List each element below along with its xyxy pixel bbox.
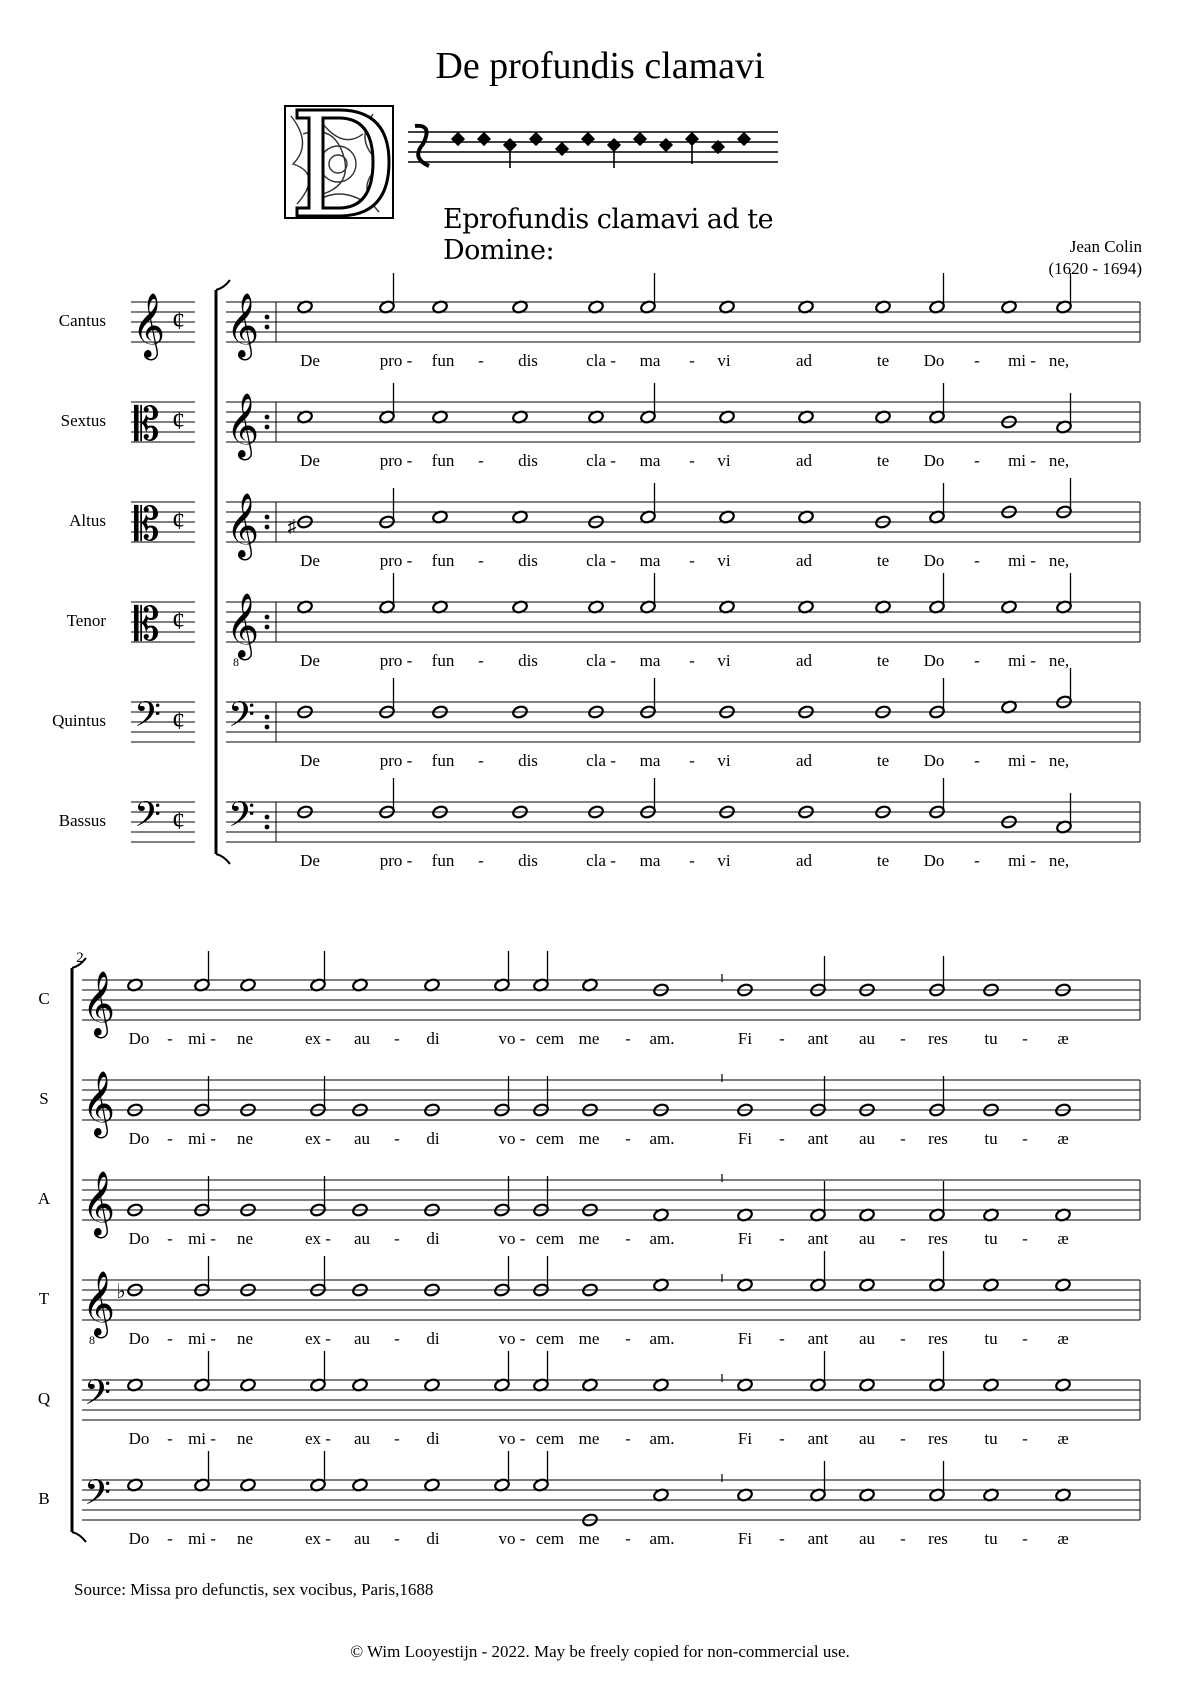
- lyric-syllable: dis: [518, 751, 538, 770]
- lyric-syllable: ant: [807, 1329, 829, 1348]
- dot: [265, 625, 270, 630]
- lyric-syllable: am.: [649, 1029, 675, 1048]
- lyric-syllable: mi -: [1008, 651, 1036, 670]
- treble-clef-icon: 𝄞: [82, 1173, 116, 1235]
- lyric-syllable: res: [928, 1129, 948, 1148]
- lyric-syllable: te: [876, 751, 890, 770]
- lyric-syllable: Do: [923, 851, 945, 870]
- lyric-syllable: æ: [1057, 1229, 1069, 1248]
- lyric-syllable: au: [353, 1529, 371, 1548]
- lyric-syllable: pro -: [379, 651, 413, 670]
- octave-eight: 8: [89, 1333, 95, 1347]
- lyric-syllable: fun: [431, 451, 455, 470]
- dot: [265, 815, 270, 820]
- lyric-syllable: -: [625, 1429, 631, 1448]
- lyric-syllable: -: [1022, 1029, 1028, 1048]
- dot: [265, 525, 270, 530]
- treble-clef-icon: 𝄞: [226, 295, 260, 357]
- lyric-syllable: ant: [807, 1529, 829, 1548]
- lyric-syllable: -: [167, 1229, 173, 1248]
- lyric-syllable: au: [858, 1129, 876, 1148]
- lyric-syllable: Do: [923, 451, 945, 470]
- lyric-syllable: tu: [984, 1429, 998, 1448]
- lyric-syllable: mi -: [1008, 451, 1036, 470]
- lyric-syllable: -: [625, 1029, 631, 1048]
- lyric-syllable: -: [394, 1129, 400, 1148]
- lyric-syllable: res: [928, 1029, 948, 1048]
- lyric-syllable: mi -: [1008, 351, 1036, 370]
- lyric-syllable: me: [578, 1029, 600, 1048]
- lyric-syllable: -: [689, 751, 695, 770]
- lyric-syllable: mi -: [1008, 551, 1036, 570]
- lyric-syllable: -: [394, 1429, 400, 1448]
- lyric-syllable: au: [353, 1429, 371, 1448]
- lyric-syllable: cla -: [586, 551, 616, 570]
- lyric-syllable: cla -: [586, 451, 616, 470]
- lyric-syllable: ne,: [1048, 451, 1070, 470]
- lyric-syllable: Do: [923, 351, 945, 370]
- lyric-syllable: De: [300, 551, 320, 570]
- lyric-syllable: ne: [236, 1529, 254, 1548]
- lyric-syllable: -: [394, 1329, 400, 1348]
- lyric-syllable: ne,: [1048, 851, 1070, 870]
- lyric-syllable: me: [578, 1129, 600, 1148]
- dot: [265, 825, 270, 830]
- lyric-syllable: ex -: [305, 1229, 331, 1248]
- lyric-syllable: vi: [717, 651, 731, 670]
- lyric-syllable: æ: [1057, 1129, 1069, 1148]
- lyric-syllable: -: [625, 1529, 631, 1548]
- lyric-syllable: Fi: [737, 1129, 753, 1148]
- system2-bracket-bottom: [72, 1532, 86, 1542]
- lyric-syllable: Fi: [737, 1229, 753, 1248]
- lyric-syllable: cem: [535, 1129, 565, 1148]
- treble-clef-icon: 𝄞: [82, 1073, 116, 1135]
- lyric-syllable: tu: [984, 1329, 998, 1348]
- lyric-syllable: -: [478, 851, 484, 870]
- cut-time-icon: ¢: [172, 606, 185, 635]
- lyric-syllable: -: [900, 1529, 906, 1548]
- lyric-syllable: au: [353, 1129, 371, 1148]
- lyric-syllable: -: [974, 751, 980, 770]
- dot: [265, 715, 270, 720]
- lyric-syllable: am.: [649, 1429, 675, 1448]
- lyric-syllable: vi: [717, 851, 731, 870]
- lyric-syllable: Do: [923, 551, 945, 570]
- lyric-syllable: mi -: [188, 1429, 216, 1448]
- lyric-syllable: -: [779, 1129, 785, 1148]
- lyric-syllable: æ: [1057, 1529, 1069, 1548]
- part-abbrev-c: C: [38, 989, 50, 1008]
- lyric-syllable: ne: [236, 1329, 254, 1348]
- lyric-syllable: De: [300, 451, 320, 470]
- lyric-syllable: am.: [649, 1129, 675, 1148]
- lyric-syllable: ad: [795, 751, 813, 770]
- lyric-syllable: res: [928, 1229, 948, 1248]
- lyric-syllable: -: [974, 851, 980, 870]
- lyric-syllable: me: [578, 1529, 600, 1548]
- lyric-syllable: De: [300, 351, 320, 370]
- lyric-syllable: Fi: [737, 1029, 753, 1048]
- treble-clef-icon: 𝄞: [226, 495, 260, 557]
- lyric-syllable: ex -: [305, 1029, 331, 1048]
- lyric-syllable: ad: [795, 851, 813, 870]
- lyric-syllable: ma: [639, 551, 661, 570]
- bass-clef-icon: 𝄢: [134, 797, 162, 843]
- lyric-syllable: ex -: [305, 1129, 331, 1148]
- lyric-syllable: -: [900, 1029, 906, 1048]
- lyric-syllable: -: [1022, 1229, 1028, 1248]
- system1-bracket-top: [216, 280, 230, 290]
- lyric-syllable: au: [353, 1229, 371, 1248]
- lyric-syllable: ne: [236, 1129, 254, 1148]
- lyric-syllable: -: [167, 1529, 173, 1548]
- lyric-syllable: -: [779, 1529, 785, 1548]
- lyric-syllable: -: [974, 651, 980, 670]
- part-name-tenor: Tenor: [66, 611, 106, 630]
- lyric-syllable: -: [900, 1329, 906, 1348]
- lyric-syllable: fun: [431, 351, 455, 370]
- incipit-text: Eprofundis clamavi ad te Domine:: [443, 204, 774, 266]
- lyric-syllable: ma: [639, 651, 661, 670]
- lyric-syllable: vi: [717, 451, 731, 470]
- lyric-syllable: res: [928, 1329, 948, 1348]
- lyric-syllable: Do: [128, 1329, 150, 1348]
- lyric-syllable: dis: [518, 451, 538, 470]
- dot: [265, 515, 270, 520]
- lyric-syllable: -: [394, 1029, 400, 1048]
- lyric-syllable: ad: [795, 451, 813, 470]
- c-clef-icon: 𝄡: [134, 399, 160, 450]
- lyric-syllable: te: [876, 551, 890, 570]
- lyric-syllable: -: [974, 551, 980, 570]
- lyric-syllable: vo -: [498, 1029, 526, 1048]
- lyric-syllable: me: [578, 1329, 600, 1348]
- part-abbrev-a: A: [37, 1189, 51, 1208]
- lyric-syllable: mi -: [1008, 751, 1036, 770]
- lyric-syllable: mi -: [1008, 851, 1036, 870]
- lyric-syllable: Do: [128, 1229, 150, 1248]
- lyric-syllable: -: [167, 1429, 173, 1448]
- lyric-syllable: -: [689, 851, 695, 870]
- lyric-syllable: te: [876, 451, 890, 470]
- lyric-syllable: -: [900, 1129, 906, 1148]
- lyric-syllable: -: [478, 751, 484, 770]
- lyric-syllable: vo -: [498, 1329, 526, 1348]
- lyric-syllable: ant: [807, 1129, 829, 1148]
- lyric-syllable: am.: [649, 1329, 675, 1348]
- lyric-syllable: ne: [236, 1229, 254, 1248]
- lyric-syllable: mi -: [188, 1229, 216, 1248]
- lyric-syllable: vo -: [498, 1129, 526, 1148]
- lyric-syllable: tu: [984, 1029, 998, 1048]
- lyric-syllable: ne,: [1048, 751, 1070, 770]
- lyric-syllable: dis: [518, 551, 538, 570]
- lyric-syllable: -: [1022, 1129, 1028, 1148]
- treble-clef-icon: 𝄞: [82, 973, 116, 1035]
- bass-clef-icon: 𝄢: [84, 1475, 112, 1521]
- lyric-syllable: ne,: [1048, 351, 1070, 370]
- lyric-syllable: dis: [518, 651, 538, 670]
- lyric-syllable: vi: [717, 551, 731, 570]
- lyric-syllable: Do: [923, 751, 945, 770]
- lyric-syllable: Fi: [737, 1329, 753, 1348]
- lyric-syllable: ant: [807, 1429, 829, 1448]
- measure-number: 2: [76, 950, 84, 966]
- part-abbrev-b: B: [38, 1489, 50, 1508]
- treble-clef-icon: 𝄞: [226, 595, 260, 657]
- lyric-syllable: te: [876, 351, 890, 370]
- lyric-syllable: di: [426, 1529, 440, 1548]
- lyric-syllable: Do: [128, 1129, 150, 1148]
- lyric-syllable: ma: [639, 351, 661, 370]
- lyric-syllable: pro -: [379, 351, 413, 370]
- lyric-syllable: ma: [639, 851, 661, 870]
- cut-time-icon: ¢: [172, 506, 185, 535]
- lyric-syllable: -: [900, 1229, 906, 1248]
- lyric-syllable: vi: [717, 351, 731, 370]
- lyric-syllable: am.: [649, 1529, 675, 1548]
- lyric-syllable: me: [578, 1229, 600, 1248]
- lyric-syllable: fun: [431, 851, 455, 870]
- lyric-syllable: ex -: [305, 1429, 331, 1448]
- lyric-syllable: mi -: [188, 1529, 216, 1548]
- lyric-syllable: au: [858, 1529, 876, 1548]
- lyric-syllable: -: [167, 1029, 173, 1048]
- bass-clef-icon: 𝄢: [84, 1375, 112, 1421]
- lyric-syllable: ma: [639, 451, 661, 470]
- lyric-syllable: -: [779, 1029, 785, 1048]
- lyric-syllable: di: [426, 1029, 440, 1048]
- lyric-syllable: pro -: [379, 451, 413, 470]
- lyric-syllable: vo -: [498, 1429, 526, 1448]
- lyric-syllable: Fi: [737, 1429, 753, 1448]
- lyric-syllable: dis: [518, 351, 538, 370]
- c-clef-icon: 𝄡: [134, 599, 160, 650]
- dot: [265, 325, 270, 330]
- lyric-syllable: -: [974, 451, 980, 470]
- dot: [265, 315, 270, 320]
- lyric-syllable: cem: [535, 1229, 565, 1248]
- lyric-syllable: -: [167, 1329, 173, 1348]
- part-name-quintus: Quintus: [52, 711, 106, 730]
- lyric-syllable: -: [394, 1229, 400, 1248]
- part-name-bassus: Bassus: [58, 811, 106, 830]
- part-abbrev-s: S: [39, 1089, 49, 1108]
- lyric-syllable: cem: [535, 1529, 565, 1548]
- lyric-syllable: De: [300, 751, 320, 770]
- lyric-syllable: ad: [795, 551, 813, 570]
- lyric-syllable: te: [876, 651, 890, 670]
- treble-clef-icon: 𝄞: [132, 295, 166, 357]
- copyright-notice: © Wim Looyestijn - 2022. May be freely copied for non-commercial use.: [350, 1642, 850, 1661]
- lyric-syllable: pro -: [379, 551, 413, 570]
- lyric-syllable: ant: [807, 1229, 829, 1248]
- cut-time-icon: ¢: [172, 406, 185, 435]
- lyric-syllable: Do: [128, 1429, 150, 1448]
- part-name-altus: Altus: [69, 511, 106, 530]
- lyric-syllable: mi -: [188, 1329, 216, 1348]
- lyric-syllable: di: [426, 1129, 440, 1148]
- part-name-cantus: Cantus: [58, 311, 106, 330]
- lyric-syllable: -: [478, 451, 484, 470]
- source-note: Source: Missa pro defunctis, sex vocibus, Paris,1688: [74, 1580, 434, 1599]
- lyric-syllable: tu: [984, 1229, 998, 1248]
- part-abbrev-q: Q: [37, 1389, 51, 1408]
- part-name-sextus: Sextus: [60, 411, 106, 430]
- lyric-syllable: ad: [795, 351, 813, 370]
- lyric-syllable: vi: [717, 751, 731, 770]
- page-title: De profundis clamavi: [435, 45, 765, 87]
- lyric-syllable: -: [974, 351, 980, 370]
- lyric-syllable: -: [1022, 1329, 1028, 1348]
- lyric-syllable: fun: [431, 651, 455, 670]
- lyric-syllable: -: [625, 1229, 631, 1248]
- lyric-syllable: -: [625, 1129, 631, 1148]
- lyric-syllable: -: [1022, 1529, 1028, 1548]
- lyric-syllable: cla -: [586, 751, 616, 770]
- lyric-syllable: ex -: [305, 1529, 331, 1548]
- lyric-syllable: ne,: [1048, 651, 1070, 670]
- lyric-syllable: -: [394, 1529, 400, 1548]
- lyric-syllable: ant: [807, 1029, 829, 1048]
- cut-time-icon: ¢: [172, 306, 185, 335]
- system1-bracket-bottom: [216, 854, 230, 864]
- cut-time-icon: ¢: [172, 706, 185, 735]
- lyric-syllable: ne: [236, 1429, 254, 1448]
- lyric-syllable: am.: [649, 1229, 675, 1248]
- lyric-syllable: vo -: [498, 1529, 526, 1548]
- lyric-syllable: cem: [535, 1329, 565, 1348]
- dot: [265, 615, 270, 620]
- sharp-icon: ♯: [287, 516, 297, 536]
- lyric-syllable: me: [578, 1429, 600, 1448]
- bass-clef-icon: 𝄢: [134, 697, 162, 743]
- lyric-syllable: cla -: [586, 851, 616, 870]
- lyric-syllable: au: [858, 1229, 876, 1248]
- lyric-syllable: fun: [431, 551, 455, 570]
- lyric-syllable: au: [353, 1329, 371, 1348]
- lyric-syllable: cem: [535, 1429, 565, 1448]
- lyric-syllable: au: [858, 1029, 876, 1048]
- lyric-syllable: ne,: [1048, 551, 1070, 570]
- lyric-syllable: -: [625, 1329, 631, 1348]
- lyric-syllable: au: [858, 1429, 876, 1448]
- treble-clef-icon: 𝄞: [226, 395, 260, 457]
- dot: [265, 415, 270, 420]
- treble-clef-icon: 𝄞: [82, 1273, 116, 1335]
- lyric-syllable: ma: [639, 751, 661, 770]
- lyric-syllable: di: [426, 1229, 440, 1248]
- lyric-syllable: pro -: [379, 751, 413, 770]
- lyric-syllable: -: [779, 1429, 785, 1448]
- lyric-syllable: di: [426, 1329, 440, 1348]
- lyric-syllable: -: [779, 1329, 785, 1348]
- c-clef-icon: 𝄡: [134, 499, 160, 550]
- flat-icon: ♭: [116, 1281, 126, 1303]
- composer-dates: (1620 - 1694): [1048, 259, 1142, 278]
- part-abbrev-t: T: [38, 1289, 50, 1308]
- lyric-syllable: cla -: [586, 351, 616, 370]
- lyric-syllable: res: [928, 1529, 948, 1548]
- lyric-syllable: -: [1022, 1429, 1028, 1448]
- lyric-syllable: cem: [535, 1029, 565, 1048]
- lyric-syllable: -: [689, 651, 695, 670]
- lyric-syllable: -: [779, 1229, 785, 1248]
- lyric-syllable: -: [900, 1429, 906, 1448]
- lyric-syllable: De: [300, 651, 320, 670]
- lyric-syllable: -: [167, 1129, 173, 1148]
- lyric-syllable: æ: [1057, 1429, 1069, 1448]
- composer-name: Jean Colin: [1069, 237, 1142, 256]
- lyric-syllable: -: [478, 651, 484, 670]
- lyric-syllable: Fi: [737, 1529, 753, 1548]
- bass-clef-icon: 𝄢: [228, 797, 256, 843]
- cut-time-icon: ¢: [172, 806, 185, 835]
- dot: [265, 725, 270, 730]
- lyric-syllable: æ: [1057, 1329, 1069, 1348]
- lyric-syllable: ex -: [305, 1329, 331, 1348]
- lyric-syllable: Do: [128, 1529, 150, 1548]
- lyric-syllable: mi -: [188, 1029, 216, 1048]
- lyric-syllable: au: [858, 1329, 876, 1348]
- octave-eight: 8: [233, 655, 239, 669]
- lyric-syllable: au: [353, 1029, 371, 1048]
- lyric-syllable: fun: [431, 751, 455, 770]
- lyric-syllable: -: [478, 351, 484, 370]
- lyric-syllable: res: [928, 1429, 948, 1448]
- lyric-syllable: ad: [795, 651, 813, 670]
- lyric-syllable: ne: [236, 1029, 254, 1048]
- lyric-syllable: Do: [923, 651, 945, 670]
- bass-clef-icon: 𝄢: [228, 697, 256, 743]
- lyric-syllable: -: [689, 351, 695, 370]
- lyric-syllable: -: [689, 551, 695, 570]
- lyric-syllable: -: [478, 551, 484, 570]
- lyric-syllable: pro -: [379, 851, 413, 870]
- lyric-syllable: Do: [128, 1029, 150, 1048]
- lyric-syllable: De: [300, 851, 320, 870]
- lyric-syllable: mi -: [188, 1129, 216, 1148]
- lyric-syllable: tu: [984, 1129, 998, 1148]
- lyric-syllable: vo -: [498, 1229, 526, 1248]
- dot: [265, 425, 270, 430]
- lyric-syllable: dis: [518, 851, 538, 870]
- lyric-syllable: æ: [1057, 1029, 1069, 1048]
- lyric-syllable: -: [689, 451, 695, 470]
- lyric-syllable: di: [426, 1429, 440, 1448]
- lyric-syllable: tu: [984, 1529, 998, 1548]
- lyric-syllable: cla -: [586, 651, 616, 670]
- lyric-syllable: te: [876, 851, 890, 870]
